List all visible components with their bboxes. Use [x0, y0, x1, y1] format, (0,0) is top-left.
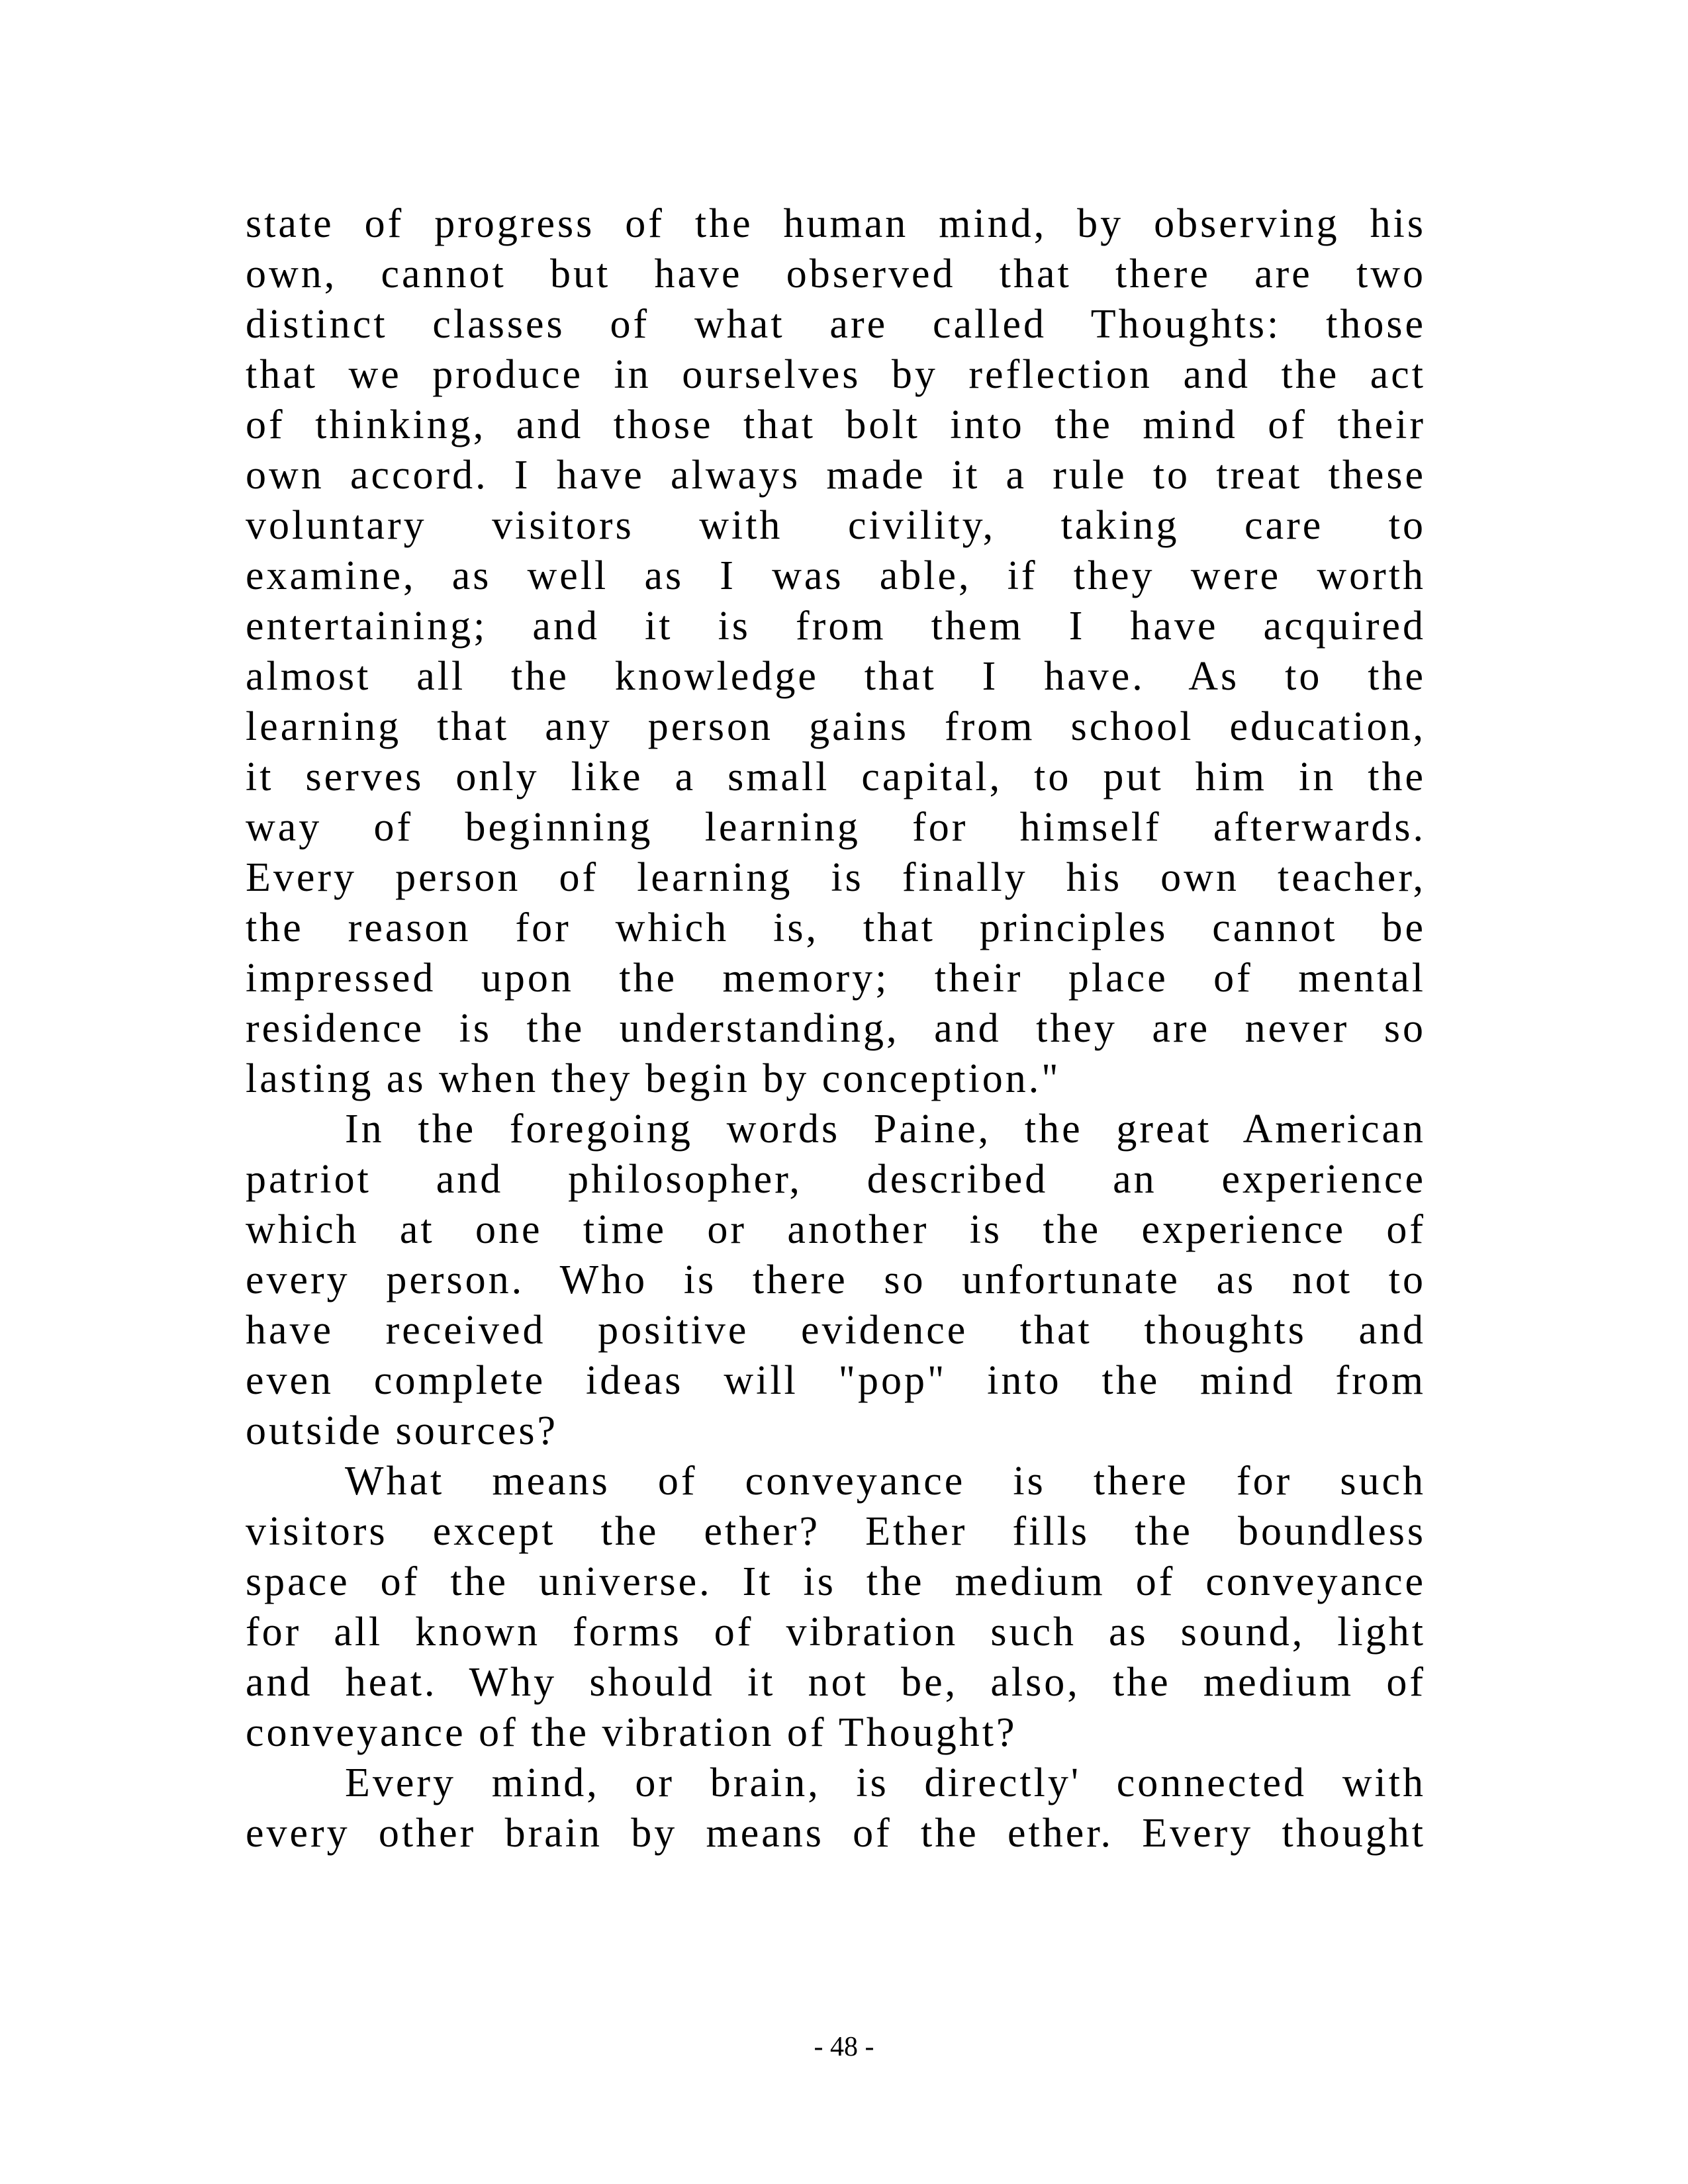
text-line: have received positive evidence that thoughts and: [246, 1308, 1426, 1353]
text-line: entertaining; and it is from them I have acquired: [246, 604, 1426, 649]
text-line: patriot and philosopher, described an experience: [246, 1157, 1426, 1202]
text-line: almost all the knowledge that I have. As to the: [246, 654, 1426, 699]
text-line: every other brain by means of the ether. Every thought: [246, 1811, 1426, 1856]
text-line: residence is the understanding, and they are never so: [246, 1006, 1426, 1051]
page-number: - 48 -: [814, 2032, 874, 2062]
text-line: way of beginning learning for himself afterwards.: [246, 805, 1426, 850]
text-line: space of the universe. It is the medium of conveyance: [246, 1559, 1426, 1604]
body-text: [246, 199, 1426, 1858]
text-line: learning that any person gains from school education,: [246, 704, 1426, 749]
text-line: even complete ideas will "pop" into the mind from: [246, 1358, 1426, 1403]
text-line: that we produce in ourselves by reflection and the act: [246, 352, 1426, 397]
text-line: visitors except the ether? Ether fills the boundless: [246, 1509, 1426, 1554]
paragraph-start-line: In the foregoing words Paine, the great American: [345, 1107, 1426, 1152]
text-line: Every person of learning is finally his own teacher,: [246, 855, 1426, 900]
paragraph-start-line: What means of conveyance is there for such: [345, 1459, 1426, 1504]
text-line: distinct classes of what are called Thoughts: those: [246, 302, 1426, 347]
text-line: own, cannot but have observed that there are two: [246, 251, 1426, 296]
text-line: conveyance of the vibration of Thought?: [246, 1710, 1017, 1755]
paragraph-start-line: Every mind, or brain, is directly' connected with: [345, 1760, 1426, 1805]
text-line: examine, as well as I was able, if they were worth: [246, 553, 1426, 598]
text-line: it serves only like a small capital, to put him in the: [246, 754, 1426, 799]
text-line: outside sources?: [246, 1408, 559, 1453]
text-line: of thinking, and those that bolt into the mind of their: [246, 402, 1426, 447]
text-line: and heat. Why should it not be, also, the medium of: [246, 1660, 1426, 1705]
text-line: every person. Who is there so unfortunate as not to: [246, 1257, 1426, 1302]
text-line: state of progress of the human mind, by observing his: [246, 201, 1426, 246]
text-line: which at one time or another is the experience of: [246, 1207, 1426, 1252]
text-line: impressed upon the memory; their place of mental: [246, 956, 1426, 1001]
text-line: lasting as when they begin by conception.": [246, 1056, 1061, 1101]
text-line: own accord. I have always made it a rule to treat these: [246, 453, 1426, 498]
text-line: for all known forms of vibration such as sound, light: [246, 1610, 1426, 1655]
text-line: voluntary visitors with civility, taking care to: [246, 503, 1426, 548]
text-line: the reason for which is, that principles cannot be: [246, 905, 1426, 950]
